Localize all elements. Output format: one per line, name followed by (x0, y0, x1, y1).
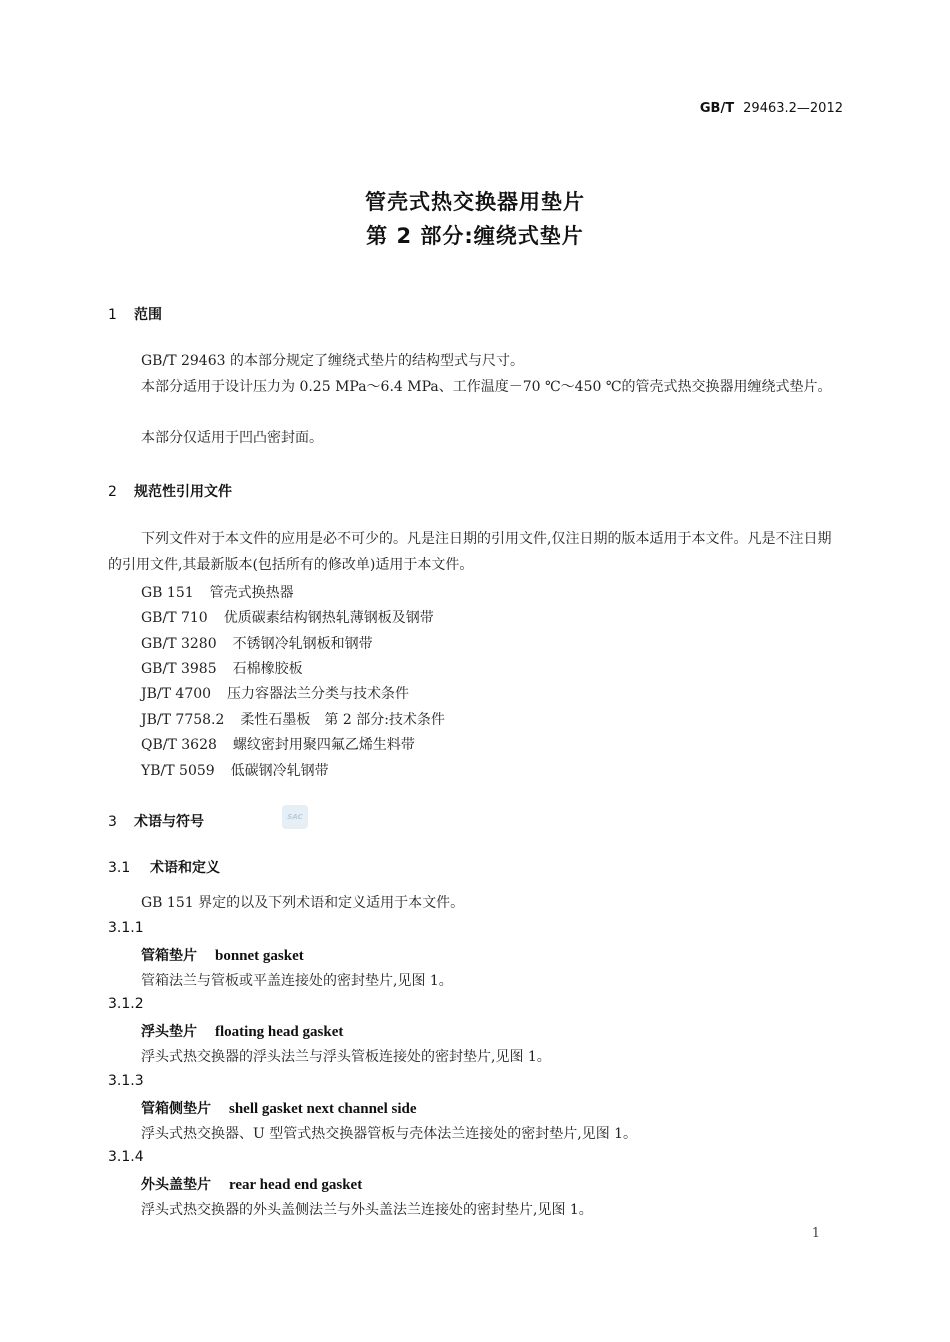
section-title: 规范性引用文件 (134, 484, 232, 500)
document-title: 管壳式热交换器用垫片 (365, 190, 585, 214)
reference-item (141, 582, 294, 602)
term-english: bonnet gasket (215, 948, 304, 964)
term-entry (141, 1174, 362, 1194)
section-1-heading (108, 304, 162, 324)
term-chinese: 外头盖垫片 (141, 1177, 211, 1193)
reference-title: 优质碳素结构钢热轧薄钢板及钢带 (223, 610, 434, 626)
reference-item (141, 607, 434, 627)
reference-code: YB/T 5059 (141, 763, 215, 779)
terms-intro: GB 151 界定的以及下列术语和定义适用于本文件。 (141, 895, 465, 911)
standard-prefix: GB/T (699, 101, 735, 116)
reference-code: JB/T 7758.2 (141, 712, 225, 728)
term-entry (141, 945, 304, 965)
subsection-number: 3.1 (108, 860, 131, 876)
section-3-heading (108, 811, 204, 831)
reference-item (141, 734, 415, 754)
reference-code: GB/T 710 (141, 610, 208, 626)
standard-code (700, 101, 843, 116)
reference-title: 柔性石墨板 第 2 部分:技术条件 (240, 712, 445, 728)
reference-code: QB/T 3628 (141, 737, 217, 753)
section-2-heading (108, 481, 232, 501)
term-entry (141, 1098, 417, 1118)
subsection-3-1-heading (108, 857, 220, 877)
scope-paragraph: 本部分仅适用于凹凸密封面。 (141, 430, 323, 446)
reference-item (141, 658, 303, 678)
term-chinese: 浮头垫片 (141, 1024, 197, 1040)
reference-title: 压力容器法兰分类与技术条件 (227, 686, 410, 702)
sac-watermark: SAC (282, 805, 308, 829)
reference-title: 低碳钢冷轧钢带 (230, 763, 329, 779)
term-chinese: 管箱侧垫片 (141, 1101, 211, 1117)
reference-title: 石棉橡胶板 (232, 661, 303, 677)
reference-code: JB/T 4700 (141, 686, 212, 702)
reference-title: 不锈钢冷轧钢板和钢带 (232, 636, 373, 652)
reference-code: GB/T 3985 (141, 661, 217, 677)
term-entry (141, 1021, 343, 1041)
term-number: 3.1.2 (108, 996, 144, 1012)
reference-item (141, 760, 329, 780)
term-number: 3.1.1 (108, 920, 144, 936)
section-number: 1 (108, 307, 117, 323)
term-number: 3.1.4 (108, 1149, 144, 1165)
standard-number: 29463.2—2012 (743, 101, 843, 116)
section-number: 2 (108, 484, 117, 500)
reference-code: GB 151 (141, 585, 194, 601)
page-number: 1 (811, 1226, 820, 1241)
subsection-title: 术语和定义 (150, 860, 220, 876)
reference-item (141, 683, 409, 703)
term-chinese: 管箱垫片 (141, 948, 197, 964)
term-english: floating head gasket (215, 1024, 344, 1040)
section-number: 3 (108, 814, 117, 830)
reference-item (141, 633, 373, 653)
reference-item (141, 709, 445, 729)
reference-title: 螺纹密封用聚四氟乙烯生料带 (232, 737, 415, 753)
term-number: 3.1.3 (108, 1073, 144, 1089)
reference-code: GB/T 3280 (141, 636, 217, 652)
term-definition: 管箱法兰与管板或平盖连接处的密封垫片,见图 1。 (141, 973, 453, 989)
term-english: shell gasket next channel side (229, 1101, 417, 1117)
term-definition: 浮头式热交换器的外头盖侧法兰与外头盖法兰连接处的密封垫片,见图 1。 (141, 1202, 593, 1218)
reference-title: 管壳式换热器 (209, 585, 294, 601)
term-definition: 浮头式热交换器、U 型管式热交换器管板与壳体法兰连接处的密封垫片,见图 1。 (141, 1126, 638, 1142)
scope-paragraph: 本部分适用于设计压力为 0.25 MPa～6.4 MPa、工作温度－70 ℃～450 ℃的管壳式热交换器用缠绕式垫片。 (141, 379, 832, 395)
term-definition: 浮头式热交换器的浮头法兰与浮头管板连接处的密封垫片,见图 1。 (141, 1049, 551, 1065)
term-english: rear head end gasket (229, 1177, 363, 1193)
document-subtitle: 第 2 部分:缠绕式垫片 (366, 224, 584, 248)
section-title: 术语与符号 (134, 814, 204, 830)
scope-paragraph: GB/T 29463 的本部分规定了缠绕式垫片的结构型式与尺寸。 (141, 353, 524, 369)
section-title: 范围 (134, 307, 162, 323)
normative-references-intro: 下列文件对于本文件的应用是必不可少的。凡是注日期的引用文件,仅注日期的版本适用于本文件。凡是不注日期的引用文件,其最新版本(包括所有的修改单)适用于本文件。 (108, 531, 832, 573)
